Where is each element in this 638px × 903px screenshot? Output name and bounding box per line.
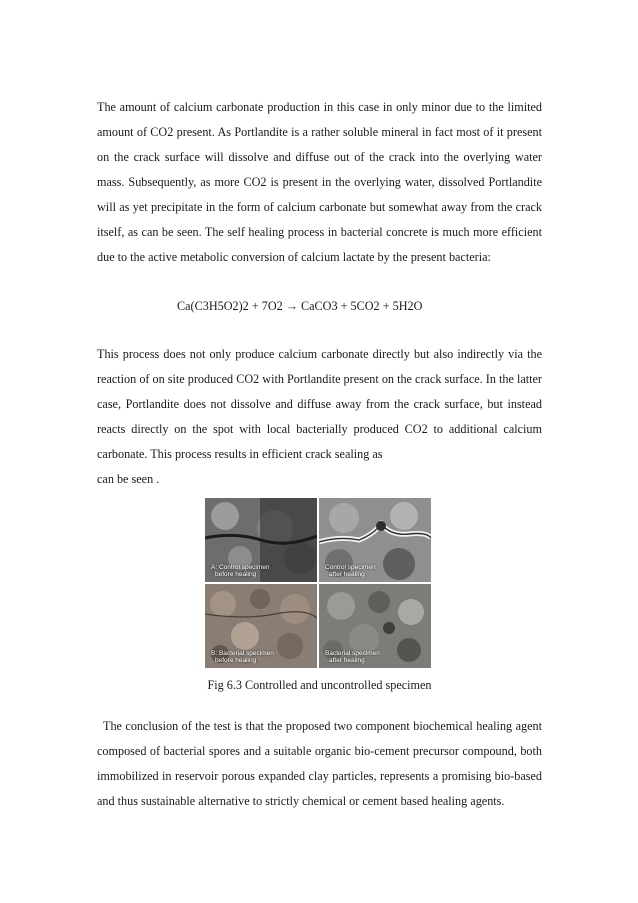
paragraph-indirect-process <box>97 342 542 492</box>
chemical-equation: Ca(C3H5O2)2 + 7O2 → CaCO3 + 5CO2 + 5H2O <box>177 299 423 313</box>
paragraph-indirect-process-tail: can be seen . <box>97 472 160 486</box>
label-bacterial-after <box>325 650 380 664</box>
label-control-after-line2: after healing <box>329 571 365 578</box>
panel-control-before <box>205 498 317 582</box>
label-bacterial-before-line1: B: Bacterial specimen <box>211 650 274 657</box>
label-bacterial-after-line2: after healing <box>329 657 365 664</box>
paragraph-calcium-carbonate: The amount of calcium carbonate production in this case in only minor due to the limited amount of CO2 present. As Portlandite is a rather soluble mineral in fact most of it present on the crack surface will dissolve and diffuse out of the crack into the overlying water mass. Subsequently, as more CO2 is present in the overlying water, dissolved Portlandite will as yet precipitate in the form of calcium carbonate but somewhat away from the crack itself, as can be seen. The self healing process in bacterial concrete is much more efficient due to the active metabolic conversion of calcium lactate by the present bacteria: <box>97 100 542 264</box>
label-bacterial-before <box>211 650 274 664</box>
panel-control-after <box>319 498 431 582</box>
label-control-after <box>325 564 376 578</box>
label-control-before-line2: before healing <box>215 571 257 578</box>
paragraph-conclusion: The conclusion of the test is that the proposed two component biochemical healing agent composed of bacterial spores and a suitable organic bio-cement precursor compound, both immobilized in reservoir porous expanded clay particles, represents a promising bio-based and thus sustainable alternative to strictly chemical or cement based healing agents. <box>97 719 542 808</box>
label-control-after-line1: Control specimen <box>325 564 376 571</box>
label-control-before <box>211 564 270 578</box>
figure-caption: Fig 6.3 Controlled and uncontrolled specimen <box>207 678 432 692</box>
paragraph-indirect-process-text: This process does not only produce calcium carbonate directly but also indirectly via the reaction of on site produced CO2 with Portlandite present on the crack surface. In the latter case, Portlandite does not dissolve and diffuse away from the crack surface, but instead reacts directly on the spot with local bacterially produced CO2 to additional calcium carbonate. This process results in efficient crack sealing as <box>97 347 542 461</box>
label-control-before-line1: A: Control specimen <box>211 564 270 571</box>
panel-bacterial-after <box>319 584 431 668</box>
panel-bacterial-before <box>205 584 317 668</box>
label-bacterial-after-line1: Bacterial specimen <box>325 650 380 657</box>
label-bacterial-before-line2: before healing <box>215 657 257 664</box>
specimen-figure <box>205 498 431 668</box>
